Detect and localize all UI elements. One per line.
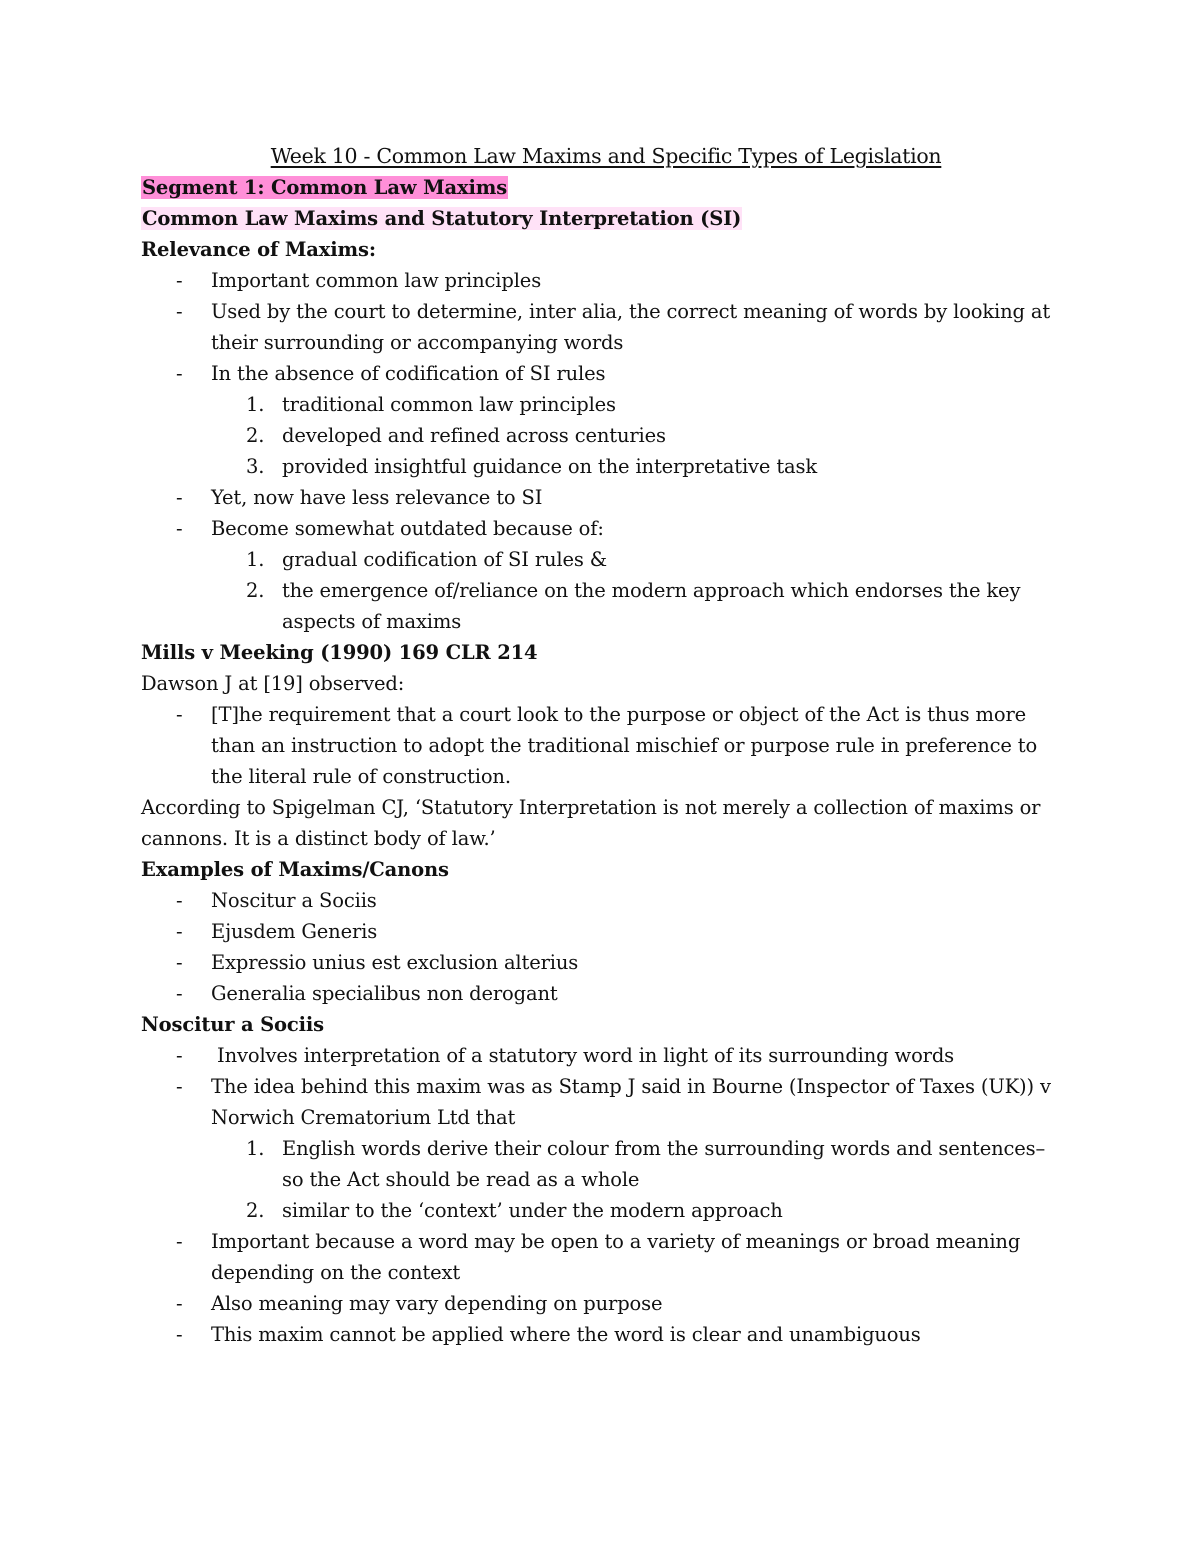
- item-number: 1.: [246, 393, 265, 416]
- numbered-item: [141, 420, 1071, 451]
- list-item: - Yet, now have less relevance to SI: [141, 482, 1071, 513]
- noscitur-heading: Noscitur a Sociis: [141, 1013, 324, 1036]
- relevance-list: [141, 265, 1071, 389]
- document-body: [141, 141, 1071, 1350]
- numbered-item: [141, 575, 1071, 637]
- item-number: 1.: [246, 1137, 265, 1160]
- list-item: - Used by the court to determine, inter alia, the correct meaning of words by looking at their surrounding or accompanying words: [141, 296, 1071, 358]
- item-number: 3.: [246, 455, 265, 478]
- quote-item: - [T]he requirement that a court look to the purpose or object of the Act is thus more than an instruction to adopt the traditional mischief or purpose rule in preference to the literal rule of construction.: [141, 699, 1071, 792]
- list-item: - Expressio unius est exclusion alterius: [141, 947, 1071, 978]
- case-heading-mills: Mills v Meeking (1990) 169 CLR 214: [141, 641, 538, 664]
- item-text: developed and refined across centuries: [282, 424, 666, 447]
- mills-intro: Dawson J at [19] observed:: [141, 672, 405, 695]
- noscitur-list-continued: [141, 1226, 1071, 1350]
- list-item: - In the absence of codification of SI rules: [141, 358, 1071, 389]
- item-text: gradual codification of SI rules &: [282, 548, 608, 571]
- numbered-item: [141, 544, 1071, 575]
- noscitur-list: [141, 1040, 1071, 1133]
- subheading: Common Law Maxims and Statutory Interpretation (SI): [142, 207, 742, 230]
- mills-quote-list: [141, 699, 1071, 792]
- subheading-line: [141, 203, 1071, 234]
- numbered-item: [141, 451, 1071, 482]
- item-number: 2.: [246, 424, 265, 447]
- list-item: - Ejusdem Generis: [141, 916, 1071, 947]
- numbered-item: [141, 389, 1071, 420]
- numbered-item: [141, 1195, 1071, 1226]
- item-text: the emergence of/reliance on the modern approach which endorses the key aspects of maxims: [282, 579, 1021, 633]
- item-text: traditional common law principles: [282, 393, 616, 416]
- relevance-heading: Relevance of Maxims:: [141, 238, 376, 261]
- examples-list: [141, 885, 1071, 1009]
- segment-heading-line: [141, 172, 1071, 203]
- outdated-reasons-list: [141, 544, 1071, 637]
- item-number: 2.: [246, 579, 265, 602]
- page-title: Week 10 - Common Law Maxims and Specific Types of Legislation: [270, 144, 942, 168]
- item-text: English words derive their colour from the surrounding words and sentences– so the Act should be read as a whole: [282, 1137, 1046, 1191]
- item-text: similar to the ‘context’ under the modern approach: [282, 1199, 783, 1222]
- list-item: - Become somewhat outdated because of:: [141, 513, 1071, 544]
- list-item: - Important because a word may be open to a variety of meanings or broad meaning depending on the context: [141, 1226, 1071, 1288]
- list-item: - Involves interpretation of a statutory word in light of its surrounding words: [141, 1040, 1071, 1071]
- spigelman-quote: According to Spigelman CJ, ‘Statutory Interpretation is not merely a collection of maxims or cannons. It is a distinct body of law.’: [141, 796, 1041, 850]
- list-item: - Generalia specialibus non derogant: [141, 978, 1071, 1009]
- item-number: 1.: [246, 548, 265, 571]
- list-item: - This maxim cannot be applied where the word is clear and unambiguous: [141, 1319, 1071, 1350]
- list-item: - Noscitur a Sociis: [141, 885, 1071, 916]
- examples-heading: Examples of Maxims/Canons: [141, 858, 449, 881]
- list-item: - Important common law principles: [141, 265, 1071, 296]
- list-item: - Also meaning may vary depending on purpose: [141, 1288, 1071, 1319]
- segment-heading: Segment 1: Common Law Maxims: [142, 176, 508, 199]
- noscitur-subpoints: [141, 1133, 1071, 1226]
- codification-absence-list: [141, 389, 1071, 482]
- numbered-item: [141, 1133, 1071, 1195]
- relevance-list-continued: [141, 482, 1071, 544]
- item-number: 2.: [246, 1199, 265, 1222]
- item-text: provided insightful guidance on the interpretative task: [282, 455, 818, 478]
- list-item: - The idea behind this maxim was as Stamp J said in Bourne (Inspector of Taxes (UK)) v Norwich Crematorium Ltd that: [141, 1071, 1071, 1133]
